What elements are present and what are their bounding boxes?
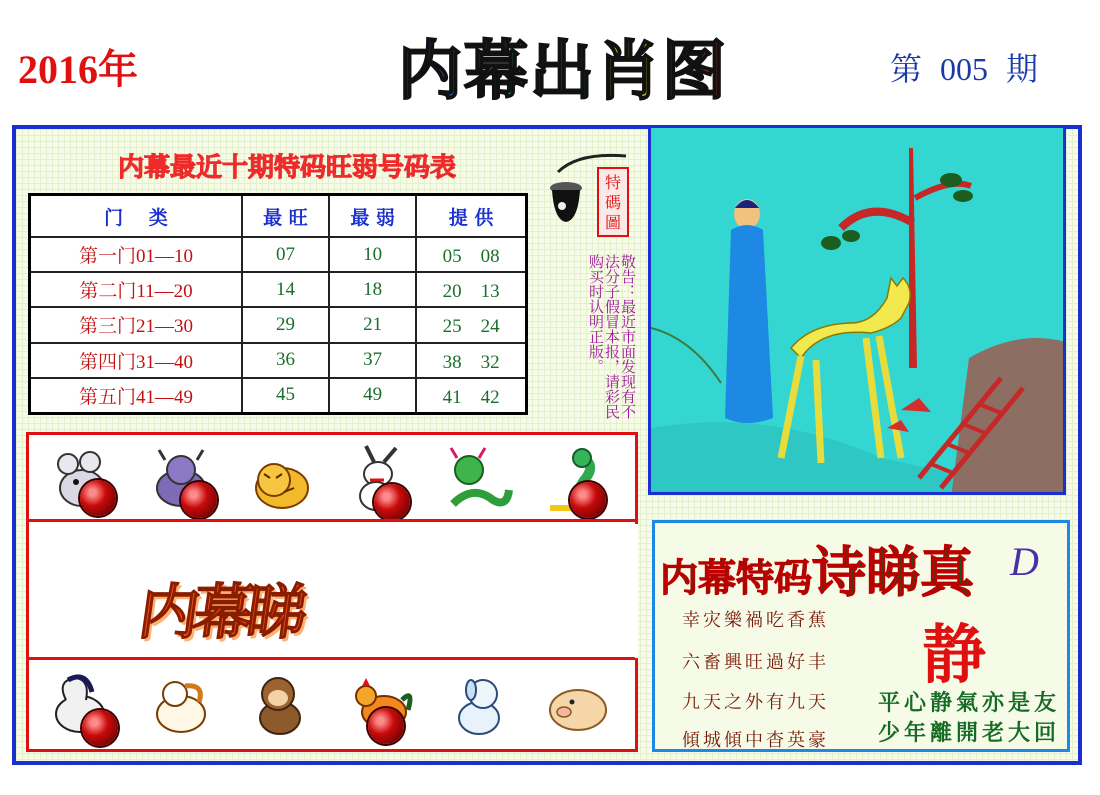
tiger-icon <box>244 444 316 516</box>
cell-provide: 05 08 <box>416 237 526 272</box>
poem-title <box>660 530 974 607</box>
col-category: 门 类 <box>30 195 242 238</box>
pig-icon <box>542 670 614 742</box>
answer-area <box>316 524 638 658</box>
cell-cold: 21 <box>329 307 416 342</box>
table-row <box>30 237 527 272</box>
rat-icon <box>46 444 118 516</box>
cell-hot: 45 <box>242 378 329 414</box>
monkey-icon <box>244 670 316 742</box>
rabbit-icon <box>344 444 416 516</box>
poem-script-mark: D <box>1010 539 1039 584</box>
zodiac-label: 内幕睇 <box>134 578 307 648</box>
poem-title-big: 诗睇真 <box>812 540 975 604</box>
cell-hot: 29 <box>242 307 329 342</box>
riddle-line: 平心静氣亦是友 <box>878 690 1061 716</box>
table-row <box>30 272 527 307</box>
special-code-seal <box>548 150 633 240</box>
col-provide: 提 供 <box>416 195 526 238</box>
riddle-line: 少年離開老大回 <box>878 720 1061 746</box>
table-row <box>30 378 527 414</box>
title-char-5: 图 <box>662 35 728 109</box>
poem-highlight: 静 <box>922 619 986 693</box>
table-row <box>30 307 527 342</box>
title-char-3: 出 <box>530 35 596 109</box>
divider <box>29 519 635 522</box>
cell-provide: 20 13 <box>416 272 526 307</box>
col-cold: 最 弱 <box>329 195 416 238</box>
seal-char-3: 圖 <box>604 213 622 232</box>
snake-icon <box>542 444 614 516</box>
horse-icon <box>46 670 118 742</box>
table-title: 内幕最近十期特码旺弱号码表 <box>118 153 457 183</box>
warning-notice: 敬告：最近市面发现有不法分子假冒本报，请彩民购买时认明正版。 <box>587 254 637 419</box>
dog-icon <box>443 670 515 742</box>
cell-category: 第三门21—30 <box>30 307 242 342</box>
seal-char-2: 碼 <box>604 193 622 212</box>
poem-line: 九天之外有九天 <box>682 692 829 713</box>
cell-category: 第五门41—49 <box>30 378 242 414</box>
cell-category: 第二门11—20 <box>30 272 242 307</box>
cell-cold: 10 <box>329 237 416 272</box>
divider <box>29 657 635 660</box>
rooster-icon <box>344 670 416 742</box>
title-char-2: 幕 <box>464 35 530 109</box>
ox-icon <box>145 444 217 516</box>
zodiac-row-bottom <box>32 664 628 748</box>
goat-icon <box>145 670 217 742</box>
dragon-icon <box>443 444 515 516</box>
title-char-1: 内 <box>398 35 464 109</box>
poem-line: 六畜興旺過好丰 <box>682 652 829 673</box>
illustration <box>648 125 1066 495</box>
cell-hot: 36 <box>242 343 329 378</box>
cell-provide: 25 24 <box>416 307 526 342</box>
year-label: 2016年 <box>18 47 138 92</box>
zodiac-row-top <box>32 438 628 522</box>
cell-hot: 14 <box>242 272 329 307</box>
table-header-row <box>30 195 527 238</box>
cell-hot: 07 <box>242 237 329 272</box>
cell-provide: 38 32 <box>416 343 526 378</box>
scholar-deer-illustration <box>651 128 1066 495</box>
cell-cold: 49 <box>329 378 416 414</box>
table-row <box>30 343 527 378</box>
poem-title-small: 内幕特码 <box>660 555 813 600</box>
cell-provide: 41 42 <box>416 378 526 414</box>
poem-line: 幸灾樂禍吃香蕉 <box>682 610 829 631</box>
issue-number: 第 005 期 <box>890 51 1039 87</box>
poem-line: 傾城傾中杳英豪 <box>682 730 829 751</box>
cell-cold: 18 <box>329 272 416 307</box>
seal-char-1: 特 <box>604 173 622 192</box>
title-char-4: 肖 <box>596 35 662 109</box>
page-title <box>398 20 728 112</box>
cell-category: 第一门01—10 <box>30 237 242 272</box>
pot-icon <box>548 150 633 240</box>
col-hot: 最 旺 <box>242 195 329 238</box>
cell-cold: 37 <box>329 343 416 378</box>
cell-category: 第四门31—40 <box>30 343 242 378</box>
hot-cold-table <box>28 193 528 415</box>
